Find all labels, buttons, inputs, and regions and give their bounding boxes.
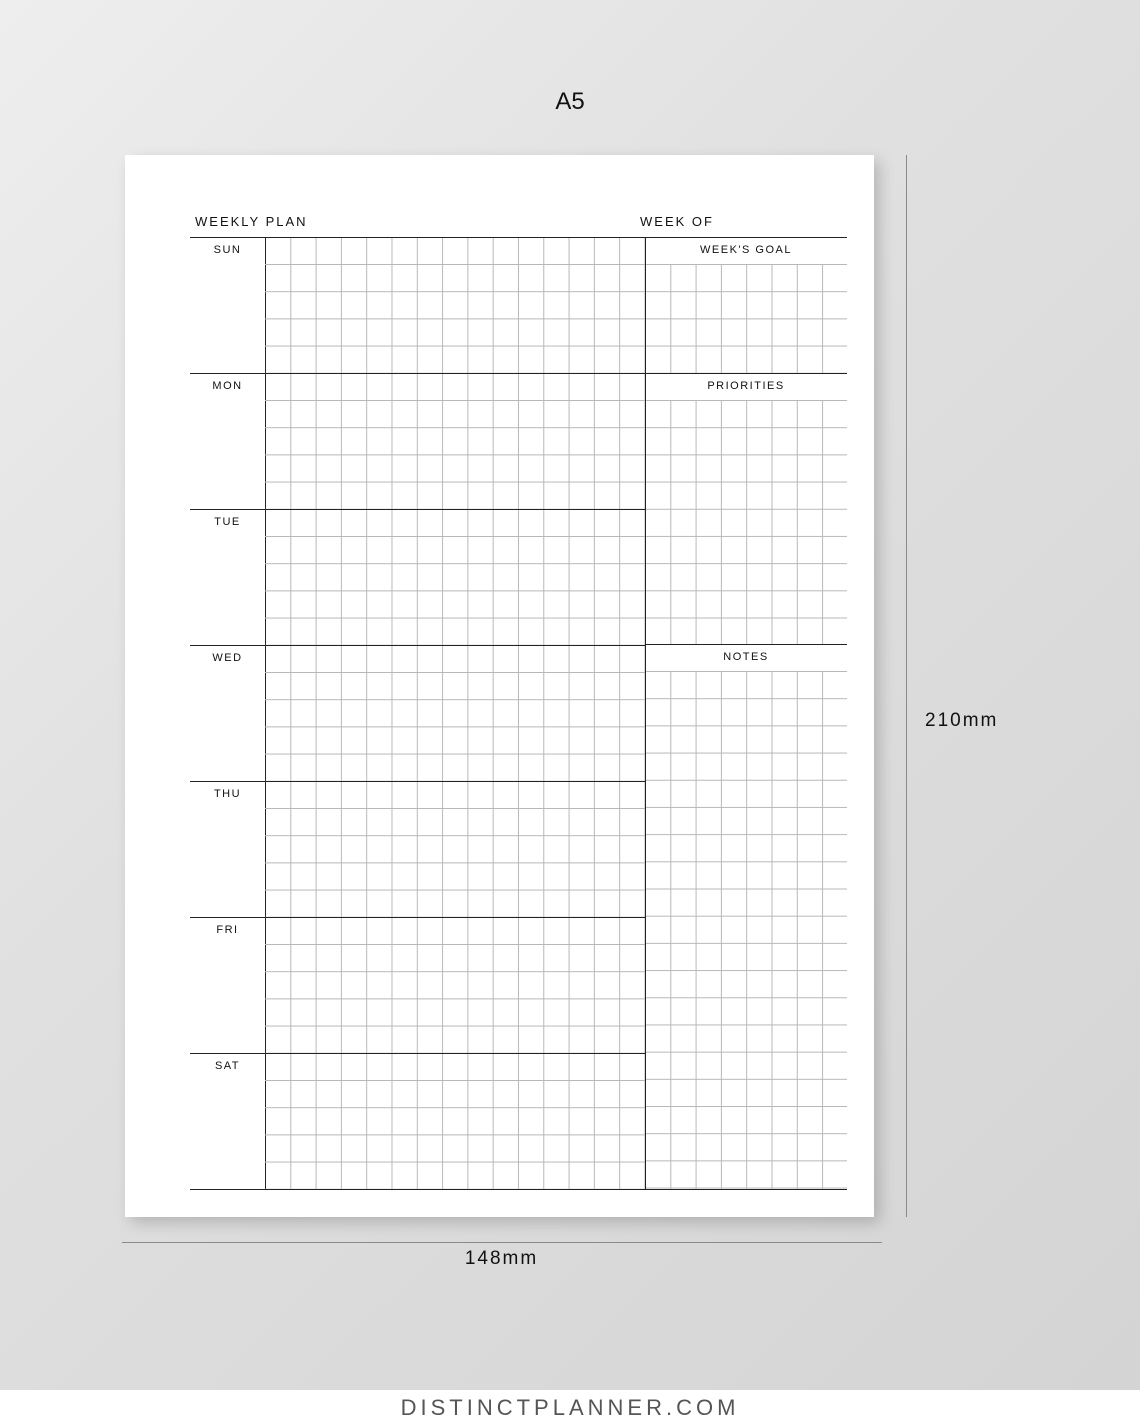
bottom-rule [190,1189,847,1190]
side-grid-rows [645,400,847,645]
priorities-label: PRIORITIES [707,380,785,392]
priorities-rule [645,373,847,374]
weeks-goal-label: WEEK'S GOAL [700,244,792,256]
height-dimension-label: 210mm [925,710,999,731]
week-of-label: WEEK OF [640,214,714,229]
day-divider-rule [190,781,645,782]
day-label: TUE [214,516,241,528]
planner-sheet [125,155,874,1217]
day-label: SAT [214,1060,241,1072]
width-dimension-label: 148mm [464,1248,539,1269]
day-label: FRI [216,924,239,936]
day-label: SUN [213,244,242,256]
day-divider-rule [190,645,645,646]
day-grid-rows [265,672,645,781]
day-grid-rows [265,1080,645,1189]
day-label: THU [213,788,242,800]
day-divider-rule [190,1053,645,1054]
side-grid-rows [645,264,847,374]
day-divider-rule [190,373,645,374]
day-divider-rule [190,917,645,918]
width-dimension-line [122,1242,882,1243]
top-rule [190,237,847,238]
day-divider-rule [190,509,645,510]
footer-brand: DISTINCTPLANNER.COM [0,1390,1140,1425]
day-grid-rows [265,400,645,509]
day-grid-rows [265,808,645,917]
height-dimension-line [906,155,907,1217]
day-grid-rows [265,944,645,1053]
day-grid-rows [265,264,645,373]
notes-label: NOTES [723,651,769,663]
day-label: MON [212,380,243,392]
paper-size-label: A5 [555,88,585,115]
day-grid-rows [265,536,645,645]
notes-rule [645,644,847,645]
weekly-plan-title: WEEKLY PLAN [195,214,308,229]
side-grid-rows [645,671,847,1189]
day-label: WED [212,652,243,664]
